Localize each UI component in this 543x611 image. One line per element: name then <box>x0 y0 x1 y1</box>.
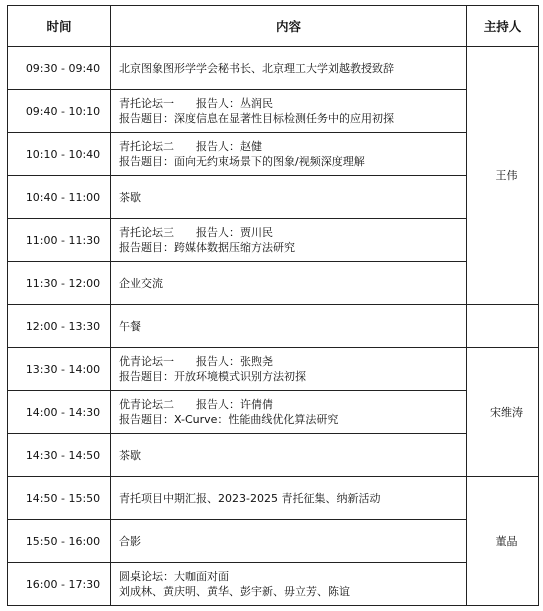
row-content <box>111 219 467 262</box>
table-row <box>8 219 539 262</box>
panelist-names: 刘成林、黄庆明、黄华、彭宇新、毋立芳、陈谊 <box>119 585 350 598</box>
row-content <box>111 391 467 434</box>
table-row <box>8 133 539 176</box>
table-header-row <box>8 6 539 47</box>
table-row <box>8 348 539 391</box>
agenda-table <box>7 5 539 606</box>
speaker-name: 报告人：丛润民 <box>196 97 273 110</box>
content-line <box>119 354 466 369</box>
row-content <box>111 305 467 348</box>
row-time: 14:00 - 14:30 <box>8 391 111 434</box>
talk-title: 报告题目：深度信息在显著性目标检测任务中的应用初探 <box>119 112 394 125</box>
table-row <box>8 90 539 133</box>
table-row <box>8 305 539 348</box>
content-line: 青托项目中期汇报、2023-2025 青托征集、纳新活动 <box>119 491 381 505</box>
header-time: 时间 <box>8 6 111 47</box>
content-line: 午餐 <box>119 319 141 333</box>
host-cell-afternoon1: 宋维涛 <box>467 348 539 477</box>
speaker-name: 报告人：许倩倩 <box>196 398 273 411</box>
content-line <box>119 96 466 111</box>
header-content: 内容 <box>111 6 467 47</box>
session-name: 优青论坛二 <box>119 398 174 411</box>
row-time: 13:30 - 14:00 <box>8 348 111 391</box>
row-time: 09:30 - 09:40 <box>8 47 111 90</box>
row-content <box>111 262 467 305</box>
table-row <box>8 520 539 563</box>
row-time: 15:50 - 16:00 <box>8 520 111 563</box>
table-row <box>8 176 539 219</box>
session-name: 优青论坛一 <box>119 355 174 368</box>
table-row <box>8 563 539 606</box>
session-name: 青托论坛二 <box>119 140 174 153</box>
table-row <box>8 477 539 520</box>
session-name: 青托论坛三 <box>119 226 174 239</box>
talk-title: 报告题目：跨媒体数据压缩方法研究 <box>119 241 295 254</box>
session-name: 青托论坛一 <box>119 97 174 110</box>
table-row <box>8 391 539 434</box>
talk-title: 报告题目：开放环境模式识别方法初探 <box>119 370 306 383</box>
host-cell-afternoon2: 董晶 <box>467 477 539 606</box>
table-row <box>8 434 539 477</box>
content-line: 茶歇 <box>119 190 141 204</box>
speaker-name: 报告人：贾川民 <box>196 226 273 239</box>
row-content <box>111 434 467 477</box>
content-line: 茶歇 <box>119 448 141 462</box>
host-cell-empty <box>467 305 539 348</box>
speaker-name: 报告人：赵健 <box>196 140 262 153</box>
talk-title: 报告题目：X-Curve：性能曲线优化算法研究 <box>119 413 339 426</box>
row-time: 11:30 - 12:00 <box>8 262 111 305</box>
host-cell-morning: 王伟 <box>467 47 539 305</box>
row-time: 10:40 - 11:00 <box>8 176 111 219</box>
row-content <box>111 348 467 391</box>
content-line: 北京图象图形学学会秘书长、北京理工大学刘越教授致辞 <box>119 61 394 75</box>
table-row <box>8 47 539 90</box>
content-line <box>119 397 466 412</box>
row-content <box>111 90 467 133</box>
content-line <box>119 139 466 154</box>
content-line <box>119 225 466 240</box>
row-time: 12:00 - 13:30 <box>8 305 111 348</box>
table-row <box>8 262 539 305</box>
row-time: 10:10 - 10:40 <box>8 133 111 176</box>
content-line: 圆桌论坛：大咖面对面 <box>119 570 229 583</box>
row-content <box>111 563 467 606</box>
row-content <box>111 133 467 176</box>
content-line: 企业交流 <box>119 276 163 290</box>
talk-title: 报告题目：面向无约束场景下的图象/视频深度理解 <box>119 155 365 168</box>
row-time: 14:50 - 15:50 <box>8 477 111 520</box>
row-content <box>111 176 467 219</box>
row-content <box>111 520 467 563</box>
row-time: 16:00 - 17:30 <box>8 563 111 606</box>
content-line: 合影 <box>119 534 141 548</box>
row-content <box>111 477 467 520</box>
speaker-name: 报告人：张煦尧 <box>196 355 273 368</box>
row-time: 14:30 - 14:50 <box>8 434 111 477</box>
row-time: 11:00 - 11:30 <box>8 219 111 262</box>
header-host: 主持人 <box>467 6 539 47</box>
row-time: 09:40 - 10:10 <box>8 90 111 133</box>
row-content <box>111 47 467 90</box>
